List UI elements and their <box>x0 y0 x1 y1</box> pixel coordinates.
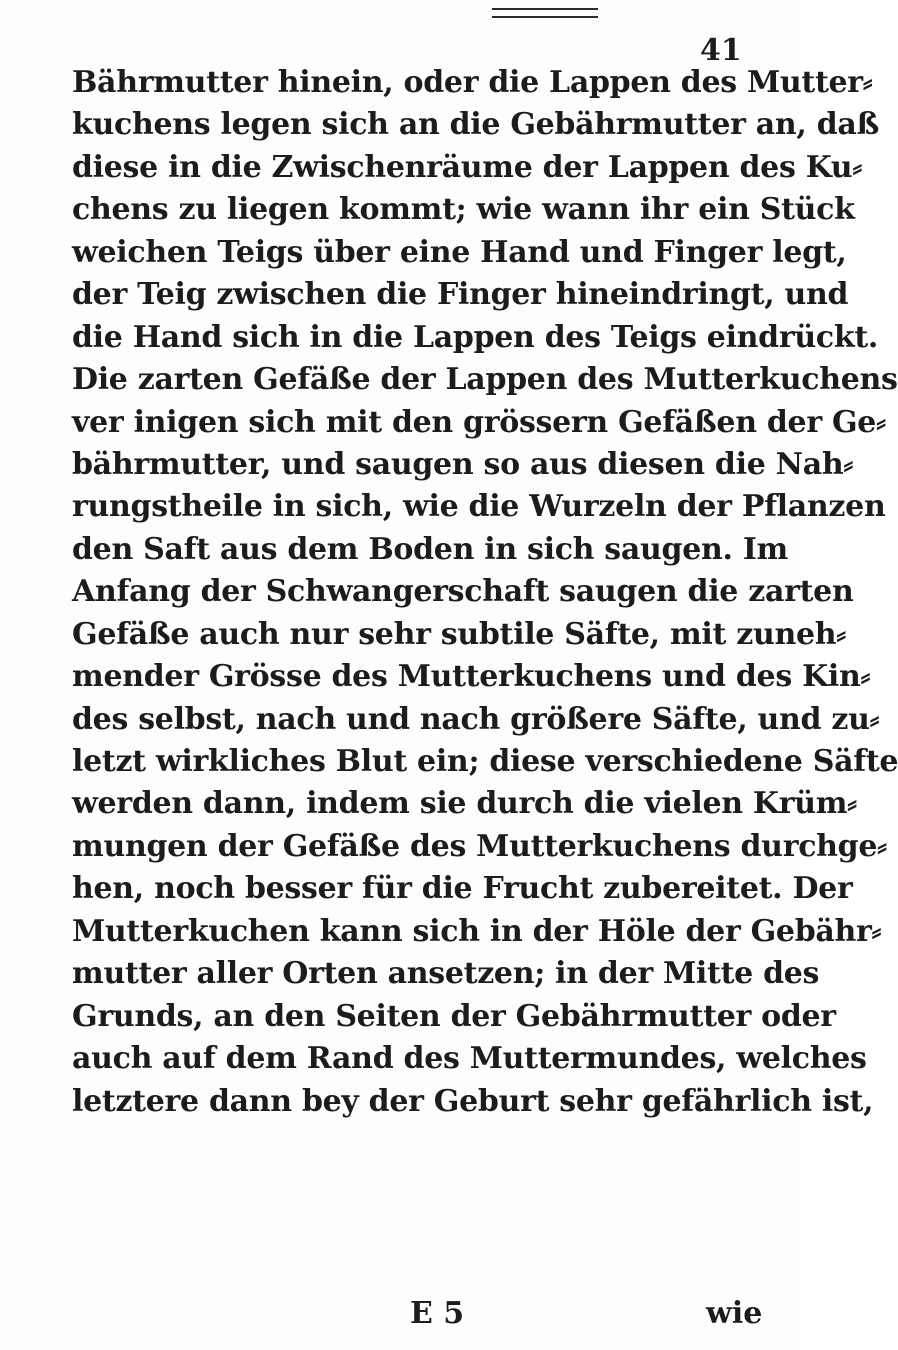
page-footer <box>0 1294 800 1334</box>
text-line: chens zu liegen kommt; wie wann ihr ein Stück <box>72 192 855 228</box>
text-line: weichen Teigs über eine Hand und Finger legt, <box>72 234 847 270</box>
text-line: Mutterkuchen kann sich in der Höle der Gebähr⸗ <box>72 913 882 949</box>
text-line: Anfang der Schwangerschaft saugen die zarten <box>72 574 854 610</box>
text-line: letzt wirkliches Blut ein; diese verschiedene Säfte <box>72 744 898 779</box>
text-line: mutter aller Orten ansetzen; in der Mitte des <box>72 956 820 992</box>
text-line: kuchens legen sich an die Gebährmutter an, daß <box>72 107 880 143</box>
text-line: bährmutter, und saugen so aus diesen die Nah⸗ <box>72 446 854 482</box>
text-line: auch auf dem Rand des Muttermundes, welches <box>72 1041 867 1077</box>
text-line: Gefäße auch nur sehr subtile Säfte, mit zuneh⸗ <box>72 616 846 652</box>
text-line: rungstheile in sich, wie die Wurzeln der Pflanzen <box>72 489 886 525</box>
text-line: hen, noch besser für die Frucht zubereitet. Der <box>72 871 853 907</box>
catchword: wie <box>706 1296 763 1331</box>
text-line: Grunds, an den Seiten der Gebährmutter oder <box>72 998 836 1034</box>
signature-mark: E 5 <box>410 1296 465 1331</box>
text-line: ver inigen sich mit den grössern Gefäßen der Ge⸗ <box>72 404 886 440</box>
text-line: die Hand sich in die Lappen des Teigs eindrückt. <box>72 319 879 355</box>
text-line: mender Grösse des Mutterkuchens und des Kin⸗ <box>72 659 871 695</box>
text-line: des selbst, nach und nach größere Säfte, und zu⸗ <box>72 701 880 737</box>
text-line: letztere dann bey der Geburt sehr gefährlich ist, <box>72 1083 874 1119</box>
text-line: Bährmutter hinein, oder die Lappen des Mutter⸗ <box>72 65 873 100</box>
text-line: der Teig zwischen die Finger hineindringt, und <box>72 277 849 313</box>
body-text <box>72 62 898 1123</box>
page-number: 41 <box>700 33 742 68</box>
text-line: werden dann, indem sie durch die vielen Krüm⸗ <box>72 786 857 822</box>
text-line: diese in die Zwischenräume der Lappen des Ku⸗ <box>72 149 863 185</box>
text-line: Die zarten Gefäße der Lappen des Mutterkuchens <box>72 362 898 398</box>
text-line: den Saft aus dem Boden in sich saugen. Im <box>72 531 788 567</box>
text-line: mungen der Gefäße des Mutterkuchens durchge⸗ <box>72 828 887 864</box>
header-rule <box>492 8 598 18</box>
